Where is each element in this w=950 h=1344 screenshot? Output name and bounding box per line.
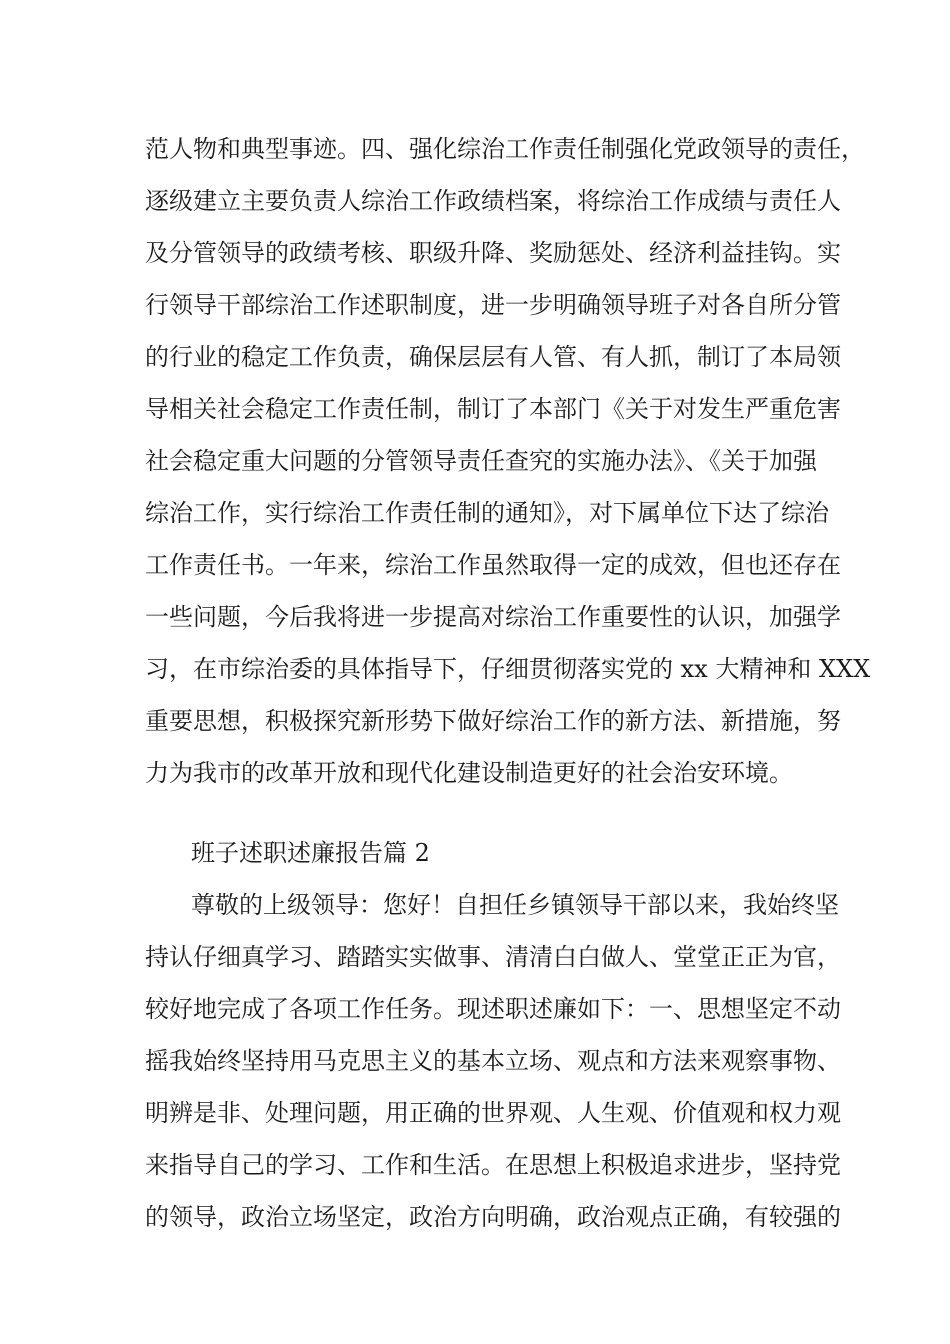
body-text-line: 尊敬的上级领导：您好！自担任乡镇领导干部以来，我始终坚 <box>191 891 839 919</box>
body-text-line: 的行业的稳定工作负责，确保层层有人管、有人抓，制订了本局领 <box>145 343 841 371</box>
body-text-line: 综治工作，实行综治工作责任制的通知》，对下属单位下达了综治 <box>145 499 829 527</box>
body-text-line: 力为我市的改革开放和现代化建设制造更好的社会治安环境。 <box>145 759 793 787</box>
body-text-line: 及分管领导的政绩考核、职级升降、奖励惩处、经济利益挂钩。实 <box>145 239 841 267</box>
body-text-line: 一些问题，今后我将进一步提高对综治工作重要性的认识，加强学 <box>145 603 841 631</box>
body-text-line: 工作责任书。一年来，综治工作虽然取得一定的成效，但也还存在 <box>145 551 841 579</box>
body-text-line: 较好地完成了各项工作任务。现述职述廉如下：一、思想坚定不动 <box>145 995 841 1023</box>
body-text-line: 来指导自己的学习、工作和生活。在思想上积极追求进步，坚持党 <box>145 1151 841 1179</box>
body-text-line: 明辨是非、处理问题，用正确的世界观、人生观、价值观和权力观 <box>145 1099 841 1127</box>
body-text-line: 习，在市综治委的具体指导下，仔细贯彻落实党的 xx 大精神和 XXX <box>145 655 871 683</box>
body-text-line: 范人物和典型事迹。四、强化综治工作责任制强化党政领导的责任， <box>145 135 865 163</box>
body-text-line: 社会稳定重大问题的分管领导责任查究的实施办法》、《关于加强 <box>145 447 817 475</box>
body-text-line: 逐级建立主要负责人综治工作政绩档案，将综治工作成绩与责任人 <box>145 187 841 215</box>
body-text-line: 重要思想，积极探究新形势下做好综治工作的新方法、新措施，努 <box>145 707 841 735</box>
body-text-line: 持认仔细真学习、踏踏实实做事、清清白白做人、堂堂正正为官， <box>145 943 841 971</box>
body-text-line: 行领导干部综治工作述职制度，进一步明确领导班子对各自所分管 <box>145 291 841 319</box>
body-text-line: 摇我始终坚持用马克思主义的基本立场、观点和方法来观察事物、 <box>145 1047 841 1075</box>
body-text-line: 的领导，政治立场坚定，政治方向明确，政治观点正确，有较强的 <box>145 1203 841 1231</box>
body-text-line: 导相关社会稳定工作责任制，制订了本部门《关于对发生严重危害 <box>145 395 841 423</box>
section-heading: 班子述职述廉报告篇 2 <box>191 839 430 867</box>
